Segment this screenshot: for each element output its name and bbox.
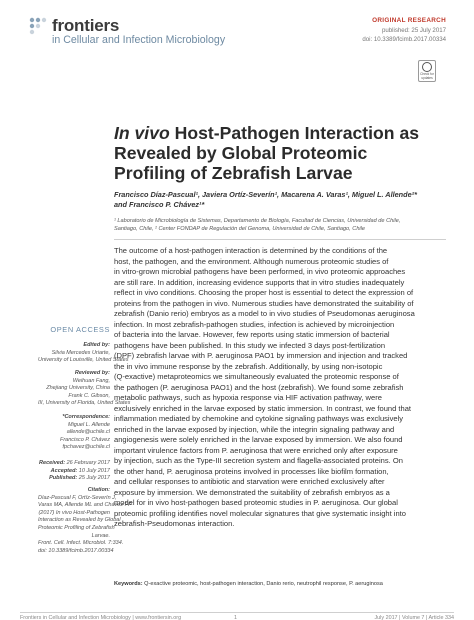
abstract-line: host, the pathogen, and the environment. Although numerous proteomic studies of	[114, 256, 389, 266]
correspondence-email[interactable]: fpchavez@uchile.cl	[62, 444, 110, 451]
citation-line: (2017) In vivo Host-Pathogen	[38, 509, 110, 516]
affiliations	[114, 217, 454, 233]
accepted-date: 10 July 2017	[78, 467, 110, 474]
citation	[38, 487, 132, 555]
abstract-line: the pathogen (P. aeruginosa PAO1) and the host (zebrafish). We found some zebrafish	[114, 382, 404, 392]
footer-journal[interactable]: Frontiers in Cellular and Infection Microbiology | www.frontiersin.org	[20, 615, 182, 620]
editor-line: University of Louisville, United States	[38, 357, 129, 364]
keywords-label: Keywords:	[114, 581, 143, 587]
footer-issue: July 2017 | Volume 7 | Article 334	[374, 615, 454, 620]
citation-line: Interaction as Revealed by Global	[38, 517, 121, 524]
reviewer-line: Frank C. Gibson,	[68, 392, 110, 399]
abstract-line: exclusively enriched in the larvae exposed by static immersion. In contrast, we found that	[114, 403, 411, 413]
author-list	[114, 190, 454, 210]
abstract-line: proteomic profiling identifies novel molecular signatures that give systematic insight into	[114, 508, 406, 518]
reviewed-by-head: Reviewed by:	[74, 370, 110, 376]
reviewer-line: Weihuan Fang,	[72, 377, 110, 384]
abstract-line: important virulence factors from P. aeruginosa that were enriched only after exposure	[114, 445, 398, 455]
footer-divider	[20, 612, 454, 613]
abstract-line: of bacteria into the larvae. However, few reports using static immersion of bacterial	[114, 330, 390, 339]
article-title	[114, 123, 454, 183]
abstract-line: proteins from the pathogen in vivo. Numerous studies have demonstrated the suitability of	[114, 298, 414, 308]
abstract-line: enriched in the larvae exposed by injection, while the integrin signaling pathway and	[114, 424, 395, 434]
title-line3: Profiling of Zebrafish Larvae	[114, 163, 353, 183]
journal-brand: frontiers	[52, 16, 120, 35]
published-label: Published:	[49, 475, 78, 482]
abstract-line: and cellular responses to antibiotic and starvation were enriched exclusively after	[114, 477, 385, 486]
abstract-line: model for in vivo host-pathogen based proteomic studies in P. aeruginosa. Our global	[114, 498, 398, 507]
published-date-side: 25 July 2017	[78, 475, 110, 482]
edited-by	[38, 342, 129, 365]
citation-line: Larvae.	[91, 532, 110, 539]
reviewer-line: Zhejiang University, China	[46, 385, 110, 392]
abstract-line: reflect in vivo conditions. Choosing the proper host is essential to detect the expression of	[114, 288, 414, 297]
abstract-line: are still rare. In addition, increasing evidence supports that in vitro studies inadequately	[114, 277, 405, 287]
abstract-line: the other hand, P. aeruginosa proteins involved in processes like biofilm formation,	[114, 466, 389, 476]
citation-head: Citation:	[87, 487, 110, 493]
check-for-updates-button[interactable]	[418, 60, 436, 82]
abstract-line: angiogenesis were solely enriched in the larvae exposed by immersion. We also found	[114, 435, 403, 444]
accepted-label: Accepted:	[50, 467, 78, 474]
citation-line: Front. Cell. Infect. Microbiol. 7:334.	[38, 540, 124, 547]
article-dates	[38, 460, 110, 483]
citation-line: Varas MA, Allende ML and Chávez FP	[38, 502, 132, 509]
edited-by-head: Edited by:	[83, 342, 110, 348]
keywords-text: Q-exactive proteomic, host-pathogen interaction, Danio rerio, neutrophil response, P. aeruginosa	[142, 581, 383, 587]
abstract-line: inflammation mediated by chemokine and cytokine signaling pathways was exclusively	[114, 414, 404, 423]
abstract-line: the in vivo immune response by the zebrafish. Additionally, by using non-isotopic	[114, 361, 383, 371]
abstract-line: The outcome of a host-pathogen interaction is determined by the conditions of the	[114, 246, 388, 255]
correspondence-line: Francisco P. Chávez	[59, 436, 110, 443]
frontiers-logo-icon	[28, 16, 48, 36]
title-line1: Host-Pathogen Interaction as	[169, 123, 420, 143]
abstract-line: metabolic pathways, such as hypoxia response via HIF activation pathway, were	[114, 393, 382, 402]
abstract-line: infection. In most zebrafish-pathogen studies, infection is achieved by microinjection	[114, 319, 395, 329]
abstract-line: by injection, such as the Type-III secretion system and flagella-associated proteins. On	[114, 456, 403, 465]
title-italic: In vivo	[114, 123, 170, 143]
page-number: 1	[234, 615, 237, 620]
keywords	[114, 580, 446, 588]
updates-label: Check for updates	[420, 71, 434, 80]
affiliation-line: ¹ Laboratorio de Microbiología de Sistemas, Departamento de Biología, Facultad de Ciencias, Universidad de Chile,	[114, 218, 401, 224]
citation-line: Díaz-Pascual F, Ortíz-Severín J,	[38, 494, 117, 501]
affiliation-line: Santiago, Chile, ² Center FONDAP de Regulación del Genoma, Universidad de Chile, Santiago, Chile	[114, 226, 366, 232]
abstract-line: in vitro-grown microbial pathogens have been performed, in vivo proteomic approaches	[114, 267, 406, 276]
abstract	[114, 246, 446, 530]
open-access-label: OPEN ACCESS	[50, 325, 110, 334]
abstract-line: exposure by immersion. We demonstrated the suitability of zebrafish embryos as a	[114, 487, 390, 497]
article-meta	[362, 16, 446, 45]
reviewed-by	[38, 370, 131, 408]
citation-doi[interactable]: doi: 10.3389/fcimb.2017.00334	[38, 547, 114, 554]
abstract-line: zebrafish-Pseudomonas interaction.	[114, 519, 235, 528]
abstract-line: zebrafish (Danio rerio) embryos as a model to in vivo studies of Pseudomonas aeruginosa	[114, 309, 415, 318]
published-date: published: 25 July 2017	[381, 26, 446, 34]
authors-line: Francisco Díaz-Pascual¹, Javiera Ortíz-Severín¹, Macarena A. Varas¹, Miguel L. Allende²*	[114, 190, 417, 199]
received-label: Received:	[39, 460, 66, 466]
authors-line: and Francisco P. Chávez¹*	[114, 200, 205, 209]
abstract-line: (DPF) zebrafish larvae with P. aeruginosa PAO1 by immersion and injection and tracked	[114, 351, 408, 360]
article-type: ORIGINAL RESEARCH	[372, 17, 446, 24]
abstract-line: (Q-exactive) metaproteomics we simultaneously evaluated the proteomic response of	[114, 372, 399, 381]
header-divider	[114, 239, 446, 240]
editor-line: Silvia Mercedes Uriarte,	[51, 349, 110, 356]
journal-logo[interactable]	[28, 16, 258, 48]
article-doi[interactable]: doi: 10.3389/fcimb.2017.00334	[362, 36, 446, 43]
title-line2: Revealed by Global Proteomic	[114, 143, 368, 163]
reviewer-line: III, University of Florida, United States	[38, 400, 131, 407]
correspondence-head: *Correspondence:	[62, 414, 110, 420]
citation-line: Proteomic Profiling of Zebrafish	[38, 524, 115, 531]
correspondence	[38, 414, 110, 452]
correspondence-email[interactable]: allende@uchile.cl	[66, 429, 110, 436]
correspondence-line: Miguel L. Allende	[68, 421, 110, 428]
journal-subtitle: in Cellular and Infection Microbiology	[52, 34, 226, 46]
abstract-line: pathogens have been published. In this study we infected 3 days post-fertilization	[114, 340, 386, 350]
updates-icon	[422, 62, 432, 72]
received-date: 26 February 2017	[66, 460, 110, 466]
